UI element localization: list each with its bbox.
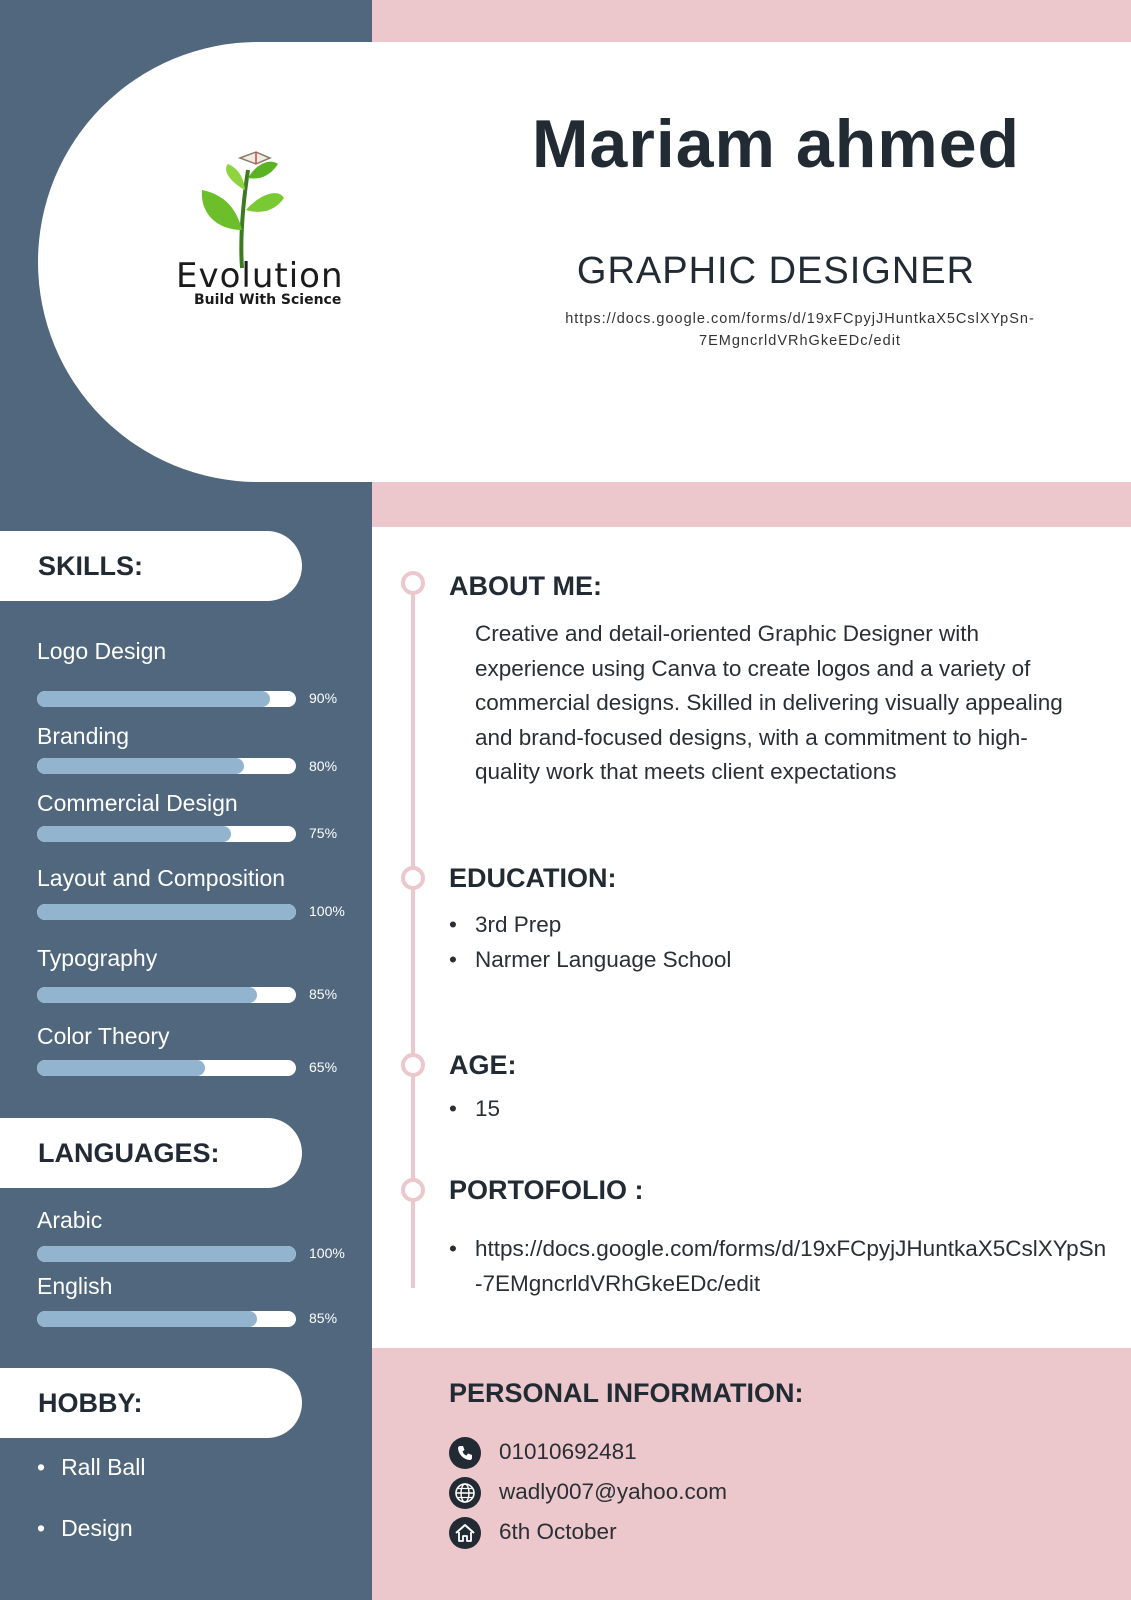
hobby-item: • Design — [37, 1515, 133, 1542]
skills-heading: SKILLS: — [38, 551, 143, 581]
hobby-heading-pill — [0, 1368, 302, 1438]
skill-bar-fill — [37, 987, 257, 1003]
person-name: Mariam ahmed — [531, 106, 1021, 182]
skill-percent: 80% — [309, 758, 338, 774]
language-label: Arabic — [37, 1207, 103, 1233]
skill-bar-fill — [37, 1060, 205, 1076]
skill-bar — [37, 691, 296, 707]
home-icon — [449, 1517, 481, 1549]
skill-label: Layout and Composition — [37, 865, 286, 891]
header-link-line2[interactable]: 7EMgncrldVRhGkeEDc/edit — [699, 333, 901, 349]
language-bar — [37, 1246, 296, 1262]
evolution-logo — [170, 150, 360, 315]
age-item: • 15 — [449, 1092, 500, 1127]
about-text: Creative and detail-oriented Graphic Designer with experience using Canva to create logos and a variety of commercial designs. Skilled in delivering visually appealing and brand-focused designs, with a commitment to high-quality work that meets client expectations — [475, 621, 1063, 784]
hobby-heading: HOBBY: — [38, 1388, 143, 1418]
language-percent: 85% — [309, 1310, 338, 1326]
portfolio-list — [449, 1232, 1109, 1301]
education-list — [449, 908, 731, 977]
skill-percent: 85% — [309, 986, 338, 1002]
skill-label: Commercial Design — [37, 790, 238, 816]
header-link-line1[interactable]: https://docs.google.com/forms/d/19xFCpyjJHuntkaX5CslXYpSn- — [565, 311, 1035, 327]
languages-heading: LANGUAGES: — [38, 1138, 220, 1168]
language-bar-fill — [37, 1311, 257, 1327]
middle-accent-band — [372, 482, 1131, 527]
logo-tagline: Build With Science — [194, 292, 342, 308]
header-link[interactable] — [520, 308, 1080, 352]
skill-bar-fill — [37, 758, 244, 774]
education-item: • 3rd Prep — [449, 908, 731, 943]
language-bar-fill — [37, 1246, 296, 1262]
skill-bar-fill — [37, 691, 270, 707]
timeline-dot — [401, 1178, 425, 1202]
skill-percent: 90% — [309, 690, 338, 706]
top-accent-band — [372, 0, 1131, 42]
logo-wordmark: Evolution — [176, 256, 344, 296]
email-address[interactable]: wadly007@yahoo.com — [499, 1479, 727, 1504]
skill-bar — [37, 987, 296, 1003]
education-heading: EDUCATION: — [449, 863, 617, 893]
globe-icon — [449, 1477, 481, 1509]
portfolio-heading: PORTOFOLIO : — [449, 1175, 644, 1205]
education-item: • Narmer Language School — [449, 943, 731, 978]
sprout-icon — [170, 150, 360, 270]
phone-number: 01010692481 — [499, 1439, 637, 1464]
skill-label: Typography — [37, 945, 158, 971]
skill-percent: 100% — [309, 903, 345, 919]
timeline-dot — [401, 571, 425, 595]
language-percent: 100% — [309, 1245, 345, 1261]
phone-icon — [449, 1437, 481, 1469]
hobby-item: • Rall Ball — [37, 1454, 145, 1481]
language-bar — [37, 1311, 296, 1327]
timeline-dot — [401, 866, 425, 890]
age-heading: AGE: — [449, 1050, 517, 1080]
personal-info-heading: PERSONAL INFORMATION: — [449, 1378, 804, 1408]
portfolio-link[interactable]: • https://docs.google.com/forms/d/19xFCpyjJHuntkaX5CslXYpSn-7EMgncrldVRhGkeEDc/edit — [449, 1232, 1109, 1301]
skill-percent: 75% — [309, 825, 338, 841]
timeline-dot — [401, 1053, 425, 1077]
language-label: English — [37, 1273, 113, 1299]
skill-bar — [37, 758, 296, 774]
job-title: GRAPHIC DESIGNER — [576, 250, 976, 292]
about-heading: ABOUT ME: — [449, 571, 602, 601]
skill-bar-fill — [37, 904, 296, 920]
skill-label: Logo Design — [37, 638, 167, 664]
skill-bar — [37, 904, 296, 920]
skill-bar-fill — [37, 826, 231, 842]
age-list — [449, 1092, 500, 1127]
skill-bar — [37, 826, 296, 842]
skill-label: Color Theory — [37, 1023, 170, 1049]
address: 6th October — [499, 1519, 617, 1544]
languages-heading-pill — [0, 1118, 302, 1188]
skill-bar — [37, 1060, 296, 1076]
skills-heading-pill — [0, 531, 302, 601]
skill-label: Branding — [37, 723, 130, 749]
skill-percent: 65% — [309, 1059, 338, 1075]
